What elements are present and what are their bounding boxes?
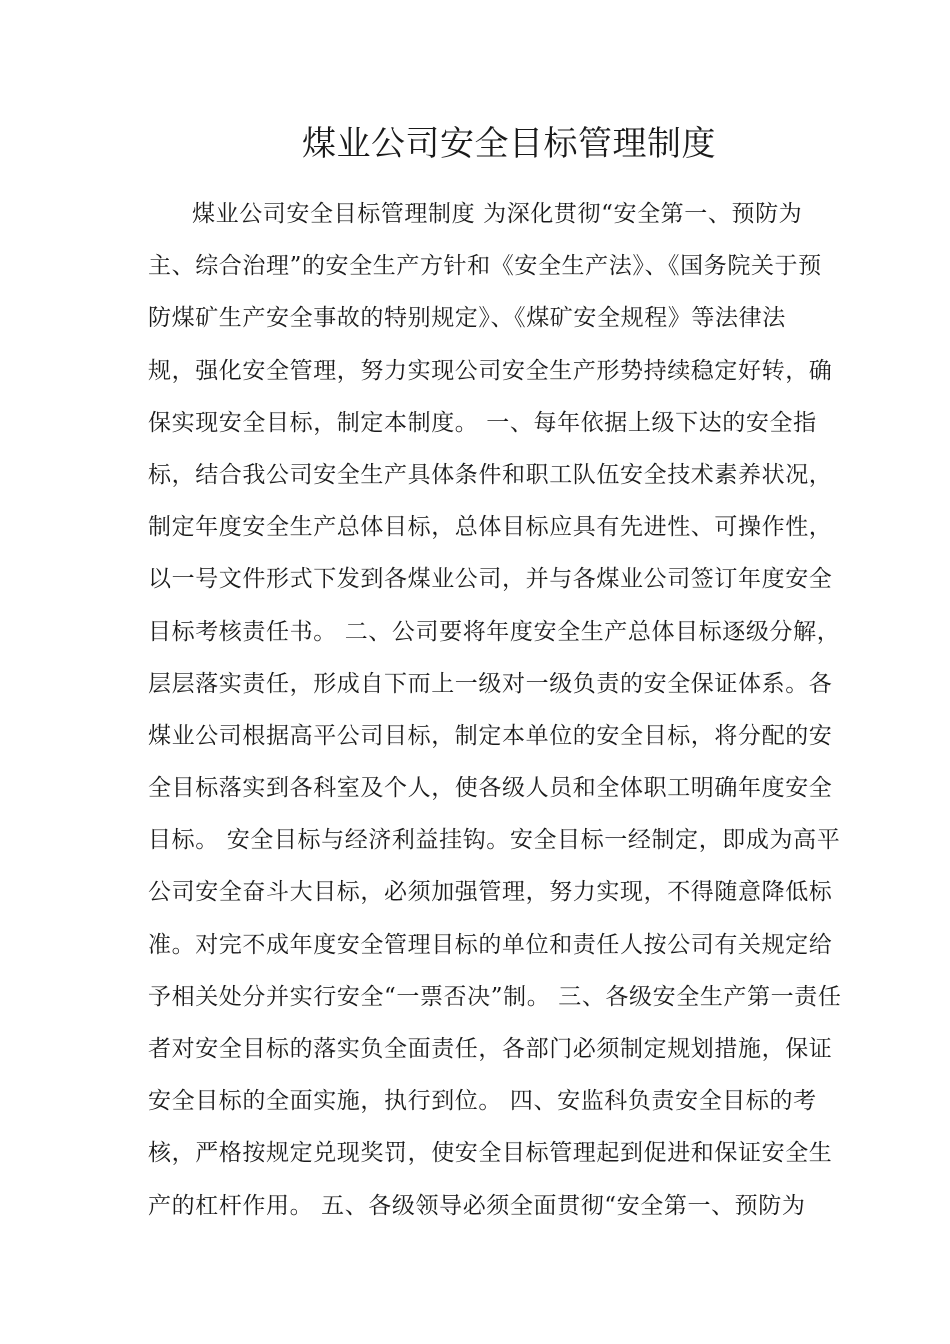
body-line: 予相关处分并实行安全“一票否决”制。 三、各级安全生产第一责任 xyxy=(148,983,842,1010)
body-line: 保实现安全目标，制定本制度。 一、每年依据上级下达的安全指 xyxy=(148,409,817,436)
body-line: 者对安全目标的落实负全面责任，各部门必须制定规划措施，保证 xyxy=(148,1036,833,1062)
body-line: 目标。 安全目标与经济利益挂钩。安全目标一经制定，即成为高平 xyxy=(148,827,841,854)
body-line: 公司安全奋斗大目标，必须加强管理，努力实现，不得随意降低标 xyxy=(148,879,833,906)
body-line: 标，结合我公司安全生产具体条件和职工队伍安全技术素养状况， xyxy=(148,461,833,488)
body-line: 煤业公司安全目标管理制度 为深化贯彻“安全第一、预防为 xyxy=(192,201,803,227)
body-line: 层层落实责任，形成自下而上一级对一级负责的安全保证体系。各 xyxy=(148,670,833,697)
body-line: 核，严格按规定兑现奖罚，使安全目标管理起到促进和保证安全生 xyxy=(148,1140,833,1167)
body-line: 以一号文件形式下发到各煤业公司，并与各煤业公司签订年度安全 xyxy=(148,566,833,593)
body-line: 防煤矿生产安全事故的特别规定》、《煤矿安全规程》等法律法 xyxy=(148,305,786,332)
body-line: 主、综合治理”的安全生产方针和《安全生产法》、《国务院关于预 xyxy=(148,253,822,280)
body-line: 准。对完不成年度安全管理目标的单位和责任人按公司有关规定给 xyxy=(148,931,833,958)
body-line: 目标考核责任书。 二、公司要将年度安全生产总体目标逐级分解， xyxy=(148,618,841,645)
body-line: 制定年度安全生产总体目标，总体目标应具有先进性、可操作性， xyxy=(148,514,833,541)
document-body xyxy=(148,188,842,1232)
body-line: 产的杠杆作用。 五、各级领导必须全面贯彻“安全第一、预防为 xyxy=(148,1192,806,1219)
document-title: 煤业公司安全目标管理制度 xyxy=(302,124,716,164)
body-line: 全目标落实到各科室及个人，使各级人员和全体职工明确年度安全 xyxy=(148,775,833,802)
body-line: 规，强化安全管理，努力实现公司安全生产形势持续稳定好转，确 xyxy=(148,357,833,384)
body-line: 煤业公司根据高平公司目标，制定本单位的安全目标，将分配的安 xyxy=(148,722,833,749)
body-line: 安全目标的全面实施，执行到位。 四、安监科负责安全目标的考 xyxy=(148,1088,817,1115)
